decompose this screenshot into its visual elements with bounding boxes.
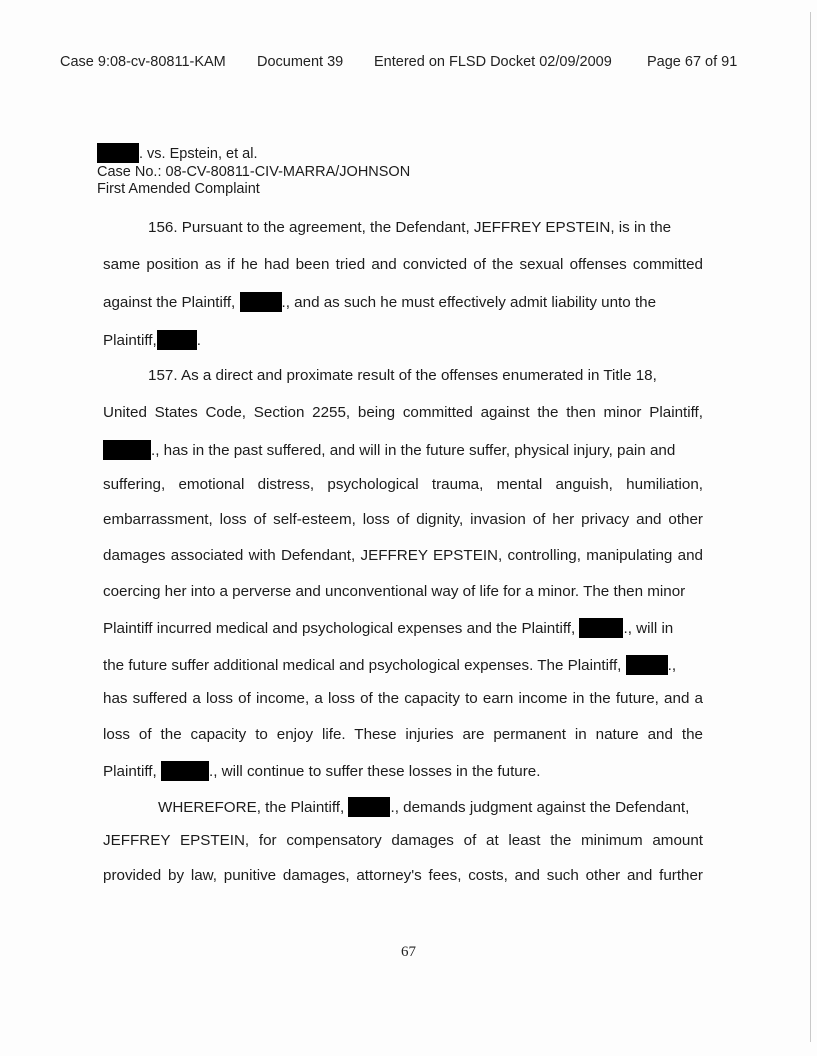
body-text: . (196, 332, 201, 349)
body-line (103, 330, 201, 350)
caption-case-no: Case No.: 08-CV-80811-CIV-MARRA/JOHNSON (97, 163, 411, 180)
body-line: suffering, emotional distress, psychological trauma, mental anguish, humiliation, (103, 476, 703, 493)
body-line (103, 761, 540, 781)
body-line: has suffered a loss of income, a loss of the capacity to earn income in the future, and a (103, 690, 703, 707)
redaction-block (240, 292, 282, 312)
redaction-block (626, 655, 668, 675)
case-caption (97, 143, 410, 199)
body-line: JEFFREY EPSTEIN, for compensatory damages of at least the minimum amount (103, 832, 703, 849)
caption-title: First Amended Complaint (97, 181, 260, 197)
redaction-block (97, 143, 139, 163)
body-line: 156. Pursuant to the agreement, the Defendant, JEFFREY EPSTEIN, is in the (148, 219, 672, 236)
header-document: Document 39 (257, 54, 344, 70)
body-text: against the Plaintiff, (103, 294, 236, 311)
redaction-block (579, 618, 623, 638)
scan-edge-line (810, 12, 811, 1042)
body-text: ., and as such he must effectively admit liability unto the (281, 294, 657, 311)
body-line: provided by law, punitive damages, attorney's fees, costs, and such other and further (103, 867, 703, 884)
body-text: ., will in (623, 620, 674, 637)
body-text: the future suffer additional medical and psychological expenses. The Plaintiff, (103, 657, 622, 674)
body-text: ., will continue to suffer these losses in the future. (208, 763, 541, 780)
redaction-block (348, 797, 390, 817)
body-line: United States Code, Section 2255, being committed against the then minor Plaintiff, (103, 404, 703, 421)
body-line: loss of the capacity to enjoy life. These injuries are permanent in nature and the (103, 726, 703, 743)
body-line (103, 292, 656, 312)
body-text: ., has in the past suffered, and will in the future suffer, physical injury, pain and (151, 442, 676, 459)
body-line: 157. As a direct and proximate result of the offenses enumerated in Title 18, (148, 367, 657, 384)
page-number: 67 (401, 944, 416, 960)
redaction-block (161, 761, 209, 781)
body-text: Plaintiff, (103, 763, 157, 780)
header-page: Page 67 of 91 (647, 54, 738, 70)
body-text: ., (667, 657, 677, 674)
header-entered: Entered on FLSD Docket 02/09/2009 (374, 54, 612, 70)
body-line: damages associated with Defendant, JEFFREY EPSTEIN, controlling, manipulating and (103, 547, 703, 564)
body-line: same position as if he had been tried and convicted of the sexual offenses committed (103, 256, 703, 273)
body-text: ., demands judgment against the Defendant, (390, 799, 690, 816)
body-line: coercing her into a perverse and unconventional way of life for a minor. The then minor (103, 583, 686, 600)
body-text: Plaintiff, (103, 332, 157, 349)
body-line (103, 440, 675, 460)
header-case-number: Case 9:08-cv-80811-KAM (60, 54, 226, 70)
body-text: Plaintiff incurred medical and psychological expenses and the Plaintiff, (103, 620, 576, 637)
caption-parties: . vs. Epstein, et al. (139, 146, 258, 162)
body-line (103, 618, 673, 638)
redaction-block (103, 440, 151, 460)
body-text: WHEREFORE, the Plaintiff, (158, 799, 345, 816)
body-line (103, 655, 676, 675)
body-line (158, 797, 689, 817)
body-line: embarrassment, loss of self-esteem, loss of dignity, invasion of her privacy and other (103, 511, 703, 528)
redaction-block (157, 330, 197, 350)
